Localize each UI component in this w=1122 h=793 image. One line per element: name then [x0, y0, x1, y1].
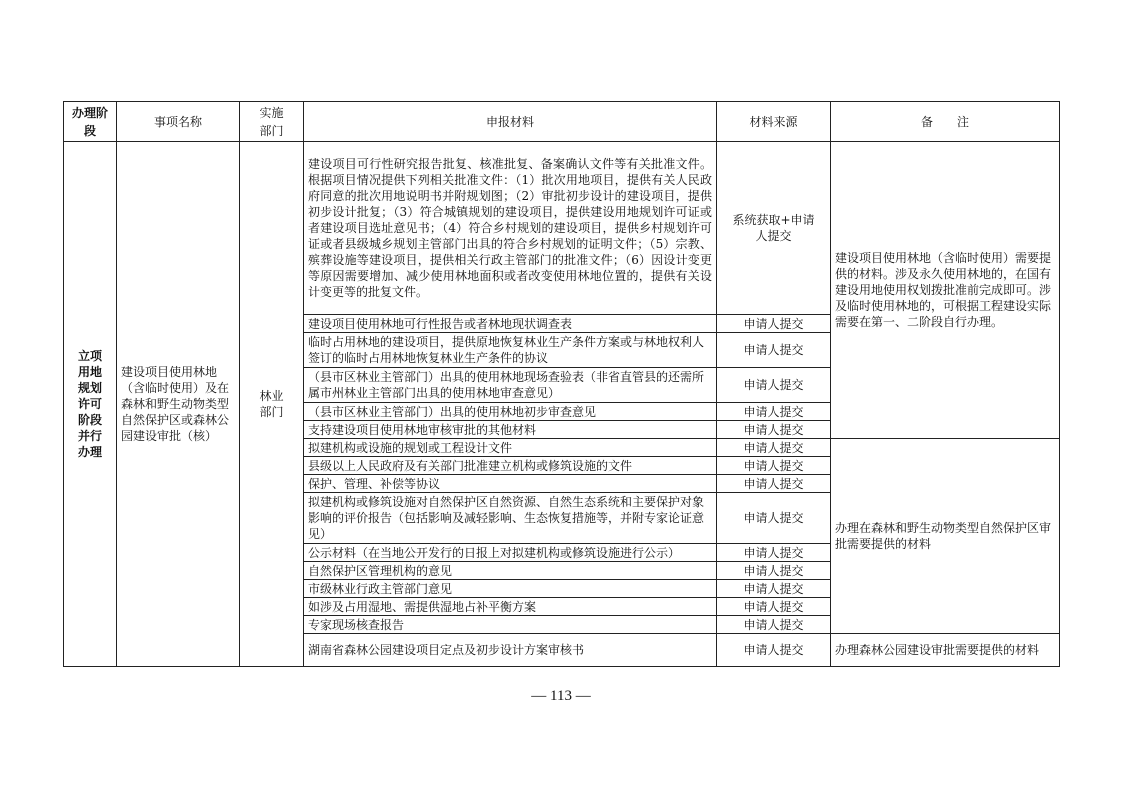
- source-cell: 申请人提交: [717, 475, 831, 493]
- material-cell: 县级以上人民政府及有关部门批准建立机构或修筑设施的文件: [304, 457, 717, 475]
- source-cell: 申请人提交: [717, 439, 831, 457]
- source-cell: 申请人提交: [717, 544, 831, 562]
- source-cell: 申请人提交: [717, 616, 831, 634]
- source-cell: 申请人提交: [717, 493, 831, 544]
- note-cell-nature-reserve: 办理在森林和野生动物类型自然保护区审批需要提供的材料: [831, 439, 1060, 634]
- source-cell: 申请人提交: [717, 598, 831, 616]
- source-cell: 申请人提交: [717, 333, 831, 368]
- material-cell: （县市区林业主管部门）出具的使用林地现场查验表（非省直管县的还需所属市州林业主管部门出具的使用林地审查意见）: [304, 368, 717, 403]
- material-cell: 保护、管理、补偿等协议: [304, 475, 717, 493]
- source-cell: 申请人提交: [717, 421, 831, 439]
- note-cell-forest-park: 办理森林公园建设审批需要提供的材料: [831, 634, 1060, 667]
- source-cell: 申请人提交: [717, 580, 831, 598]
- material-cell: 建设项目可行性研究报告批复、核准批复、备案确认文件等有关批准文件。根据项目情况提供下列相关批准文件：（1）批次用地项目，提供有关人民政府同意的批次用地说明书并附规划图；（2）审批初步设计的建设项目，提供初步设计批复；（3）符合城镇规划的建设项目，提供建设用地规划许可证或者建设项目选址意见书；（4）符合乡村规划的建设项目，提供乡村规划许可证或者县级城乡规划主管部门出具的符合乡村规划的证明文件；（5）宗教、殡葬设施等建设项目，提供相关行政主管部门的批准文件；（6）因设计变更等原因需要增加、减少使用林地面积或者改变使用林地位置的，提供有关设计变更等的批复文件。: [304, 142, 717, 315]
- approval-materials-table: [63, 101, 1060, 667]
- stage-cell: 立项用地规划许可阶段并行办理: [64, 142, 117, 667]
- table-row: [64, 142, 1060, 315]
- material-cell: 自然保护区管理机构的意见: [304, 562, 717, 580]
- material-cell: 湖南省森林公园建设项目定点及初步设计方案审核书: [304, 634, 717, 667]
- source-cell: 申请人提交: [717, 403, 831, 421]
- header-dept: 实施部门: [240, 102, 304, 142]
- material-cell: 建设项目使用林地可行性报告或者林地现状调查表: [304, 315, 717, 333]
- material-cell: 支持建设项目使用林地审核审批的其他材料: [304, 421, 717, 439]
- material-cell: 如涉及占用湿地、需提供湿地占补平衡方案: [304, 598, 717, 616]
- source-cell: 申请人提交: [717, 634, 831, 667]
- source-cell: 申请人提交: [717, 368, 831, 403]
- header-row: [64, 102, 1060, 142]
- material-cell: 专家现场核查报告: [304, 616, 717, 634]
- source-cell: 系统获取+申请人提交: [717, 142, 831, 315]
- header-materials: 申报材料: [304, 102, 717, 142]
- header-item: 事项名称: [117, 102, 240, 142]
- material-cell: 公示材料（在当地公开发行的日报上对拟建机构或修筑设施进行公示）: [304, 544, 717, 562]
- source-cell: 申请人提交: [717, 457, 831, 475]
- header-notes: 备 注: [831, 102, 1060, 142]
- material-cell: 拟建机构或修筑设施对自然保护区自然资源、自然生态系统和主要保护对象影响的评价报告（包括影响及减轻影响、生态恢复措施等，并附专家论证意见）: [304, 493, 717, 544]
- material-cell: 临时占用林地的建设项目，提供原地恢复林业生产条件方案或与林地权利人签订的临时占用林地恢复林业生产条件的协议: [304, 333, 717, 368]
- header-stage: 办理阶段: [64, 102, 117, 142]
- note-cell-forest-land: 建设项目使用林地（含临时使用）需要提供的材料。涉及永久使用林地的，在国有建设用地使用权划拨批准前完成即可。涉及临时使用林地的，可根据工程建设实际需要在第一、二阶段自行办理。: [831, 142, 1060, 439]
- source-cell: 申请人提交: [717, 315, 831, 333]
- page-number: — 113 —: [531, 688, 591, 704]
- source-cell: 申请人提交: [717, 562, 831, 580]
- header-source: 材料来源: [717, 102, 831, 142]
- dept-cell: 林业部门: [240, 142, 304, 667]
- material-cell: 拟建机构或设施的规划或工程设计文件: [304, 439, 717, 457]
- material-cell: （县市区林业主管部门）出具的使用林地初步审查意见: [304, 403, 717, 421]
- item-name-cell: 建设项目使用林地（含临时使用）及在森林和野生动物类型自然保护区或森林公园建设审批（核）: [117, 142, 240, 667]
- material-cell: 市级林业行政主管部门意见: [304, 580, 717, 598]
